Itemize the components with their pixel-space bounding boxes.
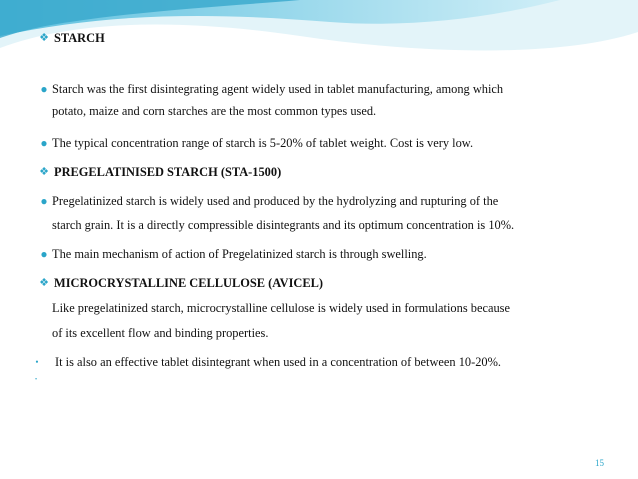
bullet-icon: • — [35, 357, 39, 367]
bullet-icon: ● — [40, 194, 48, 208]
bullet-icon: ● — [40, 82, 48, 96]
page-number: 15 — [595, 458, 604, 468]
body-text-line: starch grain. It is a directly compressible disintegrants and its optimum concentration is 10%. — [52, 218, 515, 232]
body-text-line: The typical concentration range of starch is 5-20% of tablet weight. Cost is very low. — [52, 136, 474, 150]
body-text-line: It is also an effective tablet disintegrant when used in a concentration of between 10-20%. — [55, 355, 502, 369]
body-text-line: Pregelatinized starch is widely used and produced by the hydrolyzing and rupturing of the — [52, 194, 499, 208]
bullet-icon: ● — [40, 247, 48, 261]
section-heading: STARCH — [54, 31, 105, 45]
bullet-icon: ● — [40, 136, 48, 150]
body-text-line: Like pregelatinized starch, microcrystalline cellulose is widely used in formulations because — [52, 301, 510, 315]
body-text-line: potato, maize and corn starches are the most common types used. — [52, 104, 377, 118]
bullet-icon: • — [34, 377, 38, 383]
body-text-line: Starch was the first disintegrating agent widely used in tablet manufacturing, among which — [52, 82, 504, 96]
section-heading: PREGELATINISED STARCH (STA-1500) — [54, 165, 282, 179]
diamond-bullet-icon: ❖ — [39, 32, 49, 44]
diamond-bullet-icon: ❖ — [39, 166, 49, 178]
body-text-line: The main mechanism of action of Pregelatinized starch is through swelling. — [52, 247, 427, 261]
section-heading: MICROCRYSTALLINE CELLULOSE (AVICEL) — [54, 276, 323, 290]
diamond-bullet-icon: ❖ — [39, 277, 49, 289]
body-text-line: of its excellent flow and binding properties. — [52, 326, 269, 340]
